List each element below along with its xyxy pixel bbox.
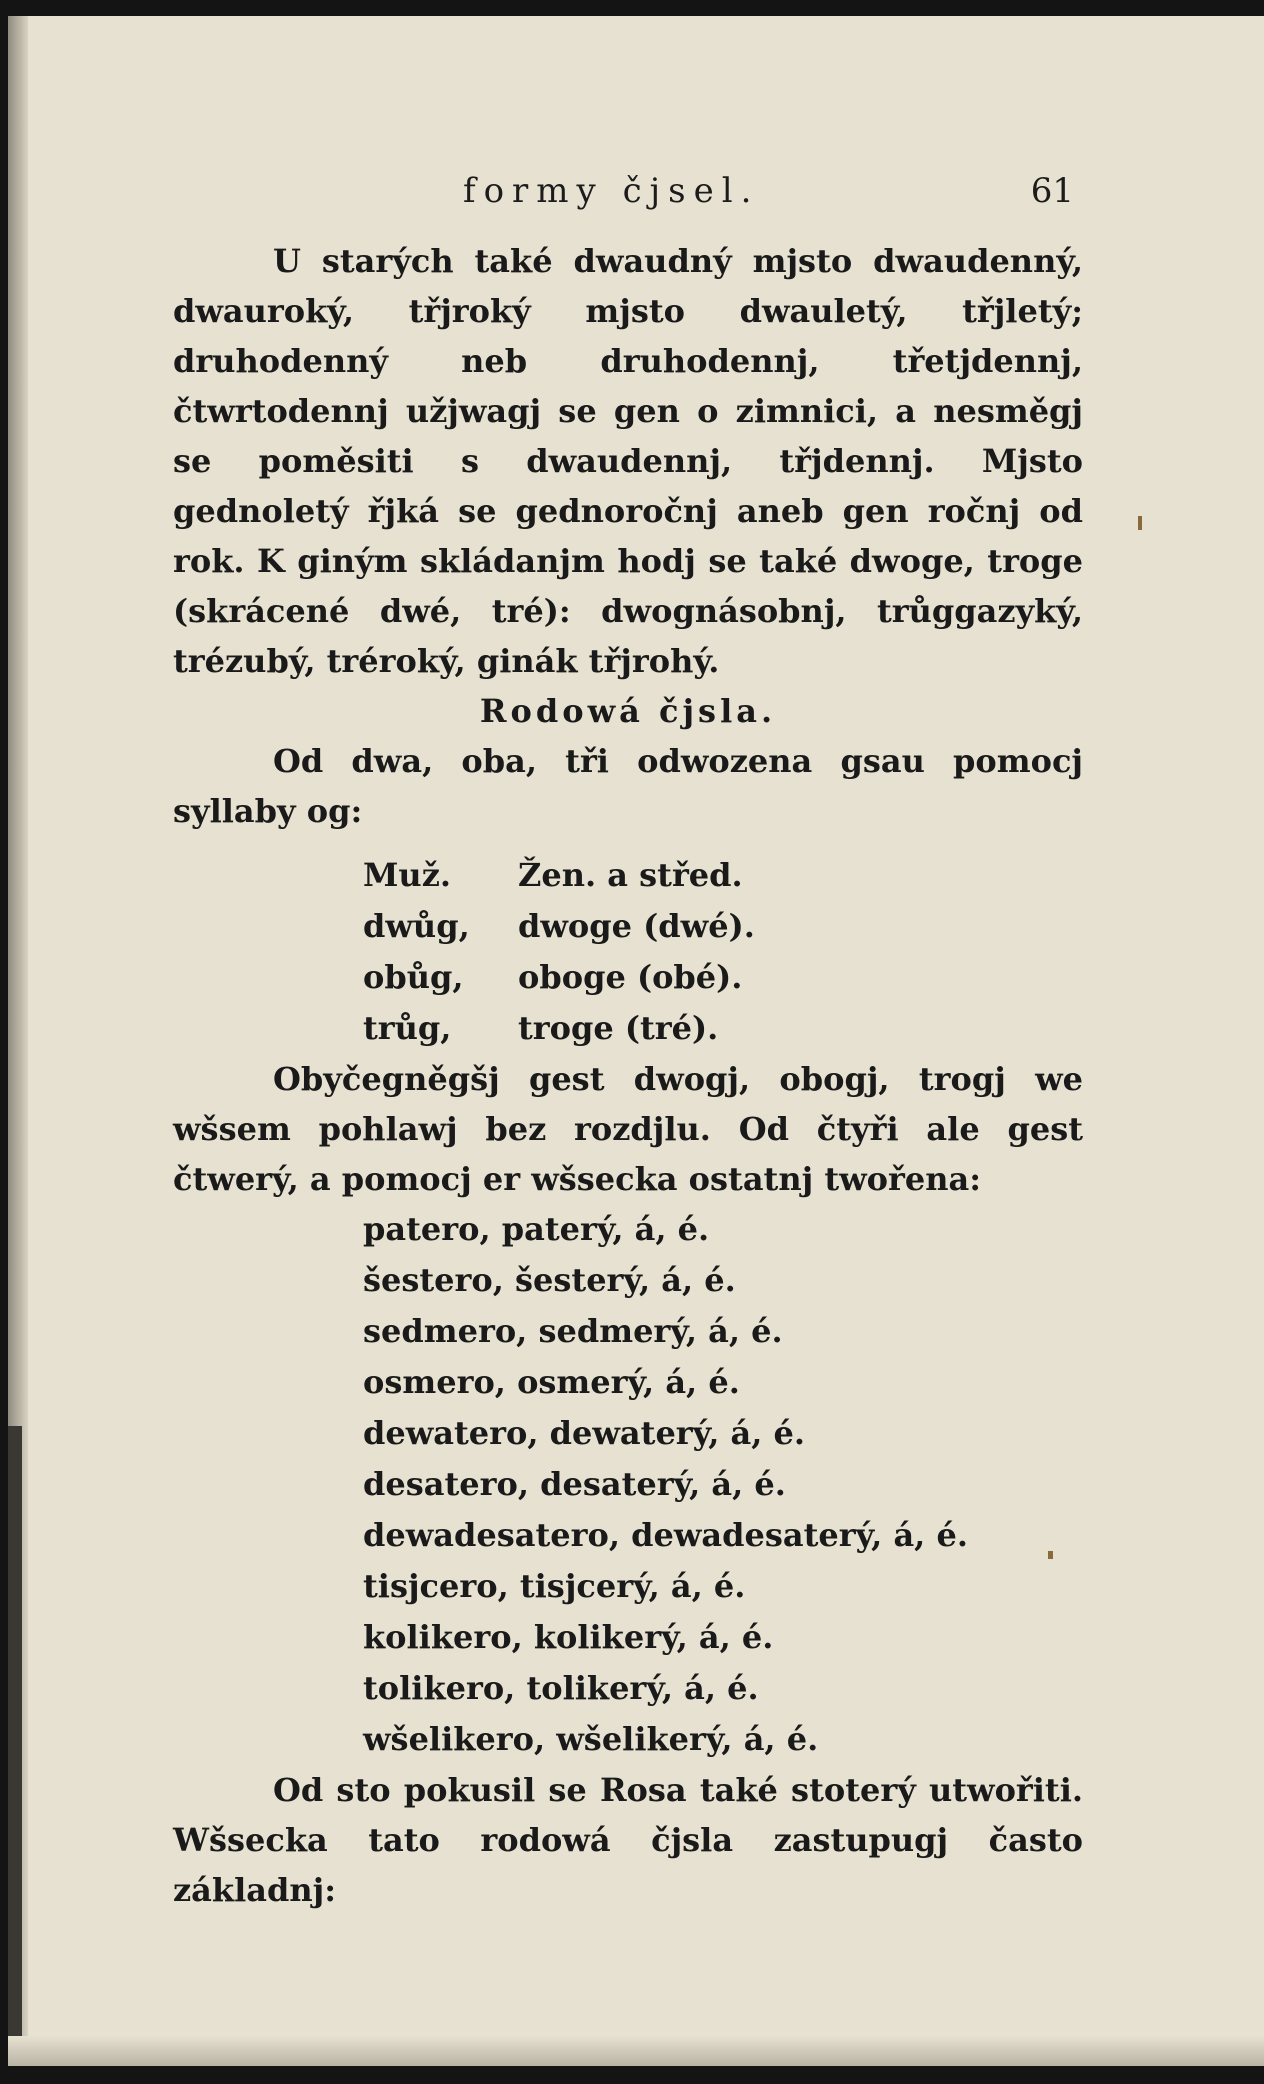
table-cell: dwůg, <box>363 907 470 945</box>
list-item: kolikero, kolikerý, á, é. <box>363 1618 774 1656</box>
list-item: wšelikero, wšelikerý, á, é. <box>363 1720 819 1758</box>
ink-speck <box>1138 516 1142 530</box>
list-item: osmero, osmerý, á, é. <box>363 1363 740 1401</box>
table-cell: obůg, <box>363 958 464 996</box>
binding-shadow <box>8 1426 22 2066</box>
running-header <box>173 171 1074 221</box>
section-heading: Rodowá čjsla. <box>479 692 777 730</box>
page-body <box>173 236 1083 1915</box>
list-item: patero, paterý, á, é. <box>363 1210 710 1248</box>
table-row <box>173 1003 1083 1054</box>
header-title: formy čjsel. <box>463 171 760 211</box>
list-item: tisjcero, tisjcerý, á, é. <box>363 1567 746 1605</box>
table-header-row <box>173 850 1083 901</box>
paragraph-2: Od dwa, oba, tři odwozena gsau pomocj syllaby og: <box>173 742 1083 830</box>
table-cell: dwoge (dwé). <box>518 907 755 945</box>
table-cell: troge (tré). <box>518 1009 719 1047</box>
gender-table <box>173 850 1083 1054</box>
table-header-cell: Žen. a střed. <box>518 856 743 894</box>
list-item: sedmero, sedmerý, á, é. <box>363 1312 783 1350</box>
table-row <box>173 901 1083 952</box>
table-cell: oboge (obé). <box>518 958 743 996</box>
page-bottom-edge <box>8 2036 1264 2066</box>
list-item: dewatero, dewaterý, á, é. <box>363 1414 805 1452</box>
book-page <box>8 16 1264 2066</box>
table-row <box>173 952 1083 1003</box>
page-number: 61 <box>1030 171 1074 211</box>
paragraph-3: Obyčegněgšj gest dwogj, obogj, trogj we wšsem pohlawj bez rozdjlu. Od čtyři ale gest čtwerý, a pomocj er wšsecka ostatnj twořena: <box>173 1060 1083 1198</box>
list-item: dewadesatero, dewadesaterý, á, é. <box>363 1516 968 1554</box>
table-cell: trůg, <box>363 1009 452 1047</box>
paragraph-4: Od sto pokusil se Rosa také stoterý utwořiti. Wšsecka tato rodowá čjsla zastupugj často základnj: <box>173 1771 1083 1909</box>
list-item: tolikero, tolikerý, á, é. <box>363 1669 759 1707</box>
list-item: šestero, šesterý, á, é. <box>363 1261 736 1299</box>
table-header-cell: Muž. <box>363 856 451 894</box>
list-item: desatero, desaterý, á, é. <box>363 1465 786 1503</box>
paragraph-1: U starých také dwaudný mjsto dwaudenný, dwauroký, třjroký mjsto dwauletý, třjletý; druhodenný neb druhodennj, třetjdennj, čtwrtodennj užjwagj se gen o zimnici, a nesměgj se poměsiti s dwaudennj, třjdennj. Mjsto gednoletý řjká se gednoročnj aneb gen ročnj od rok. K giným skládanjm hodj se také dwoge, troge (skrácené dwé, tré): dwognásobnj, trůggazyký, trézubý, tréroký, ginák třjrohý. <box>173 242 1083 680</box>
numeral-list <box>173 1204 1083 1765</box>
